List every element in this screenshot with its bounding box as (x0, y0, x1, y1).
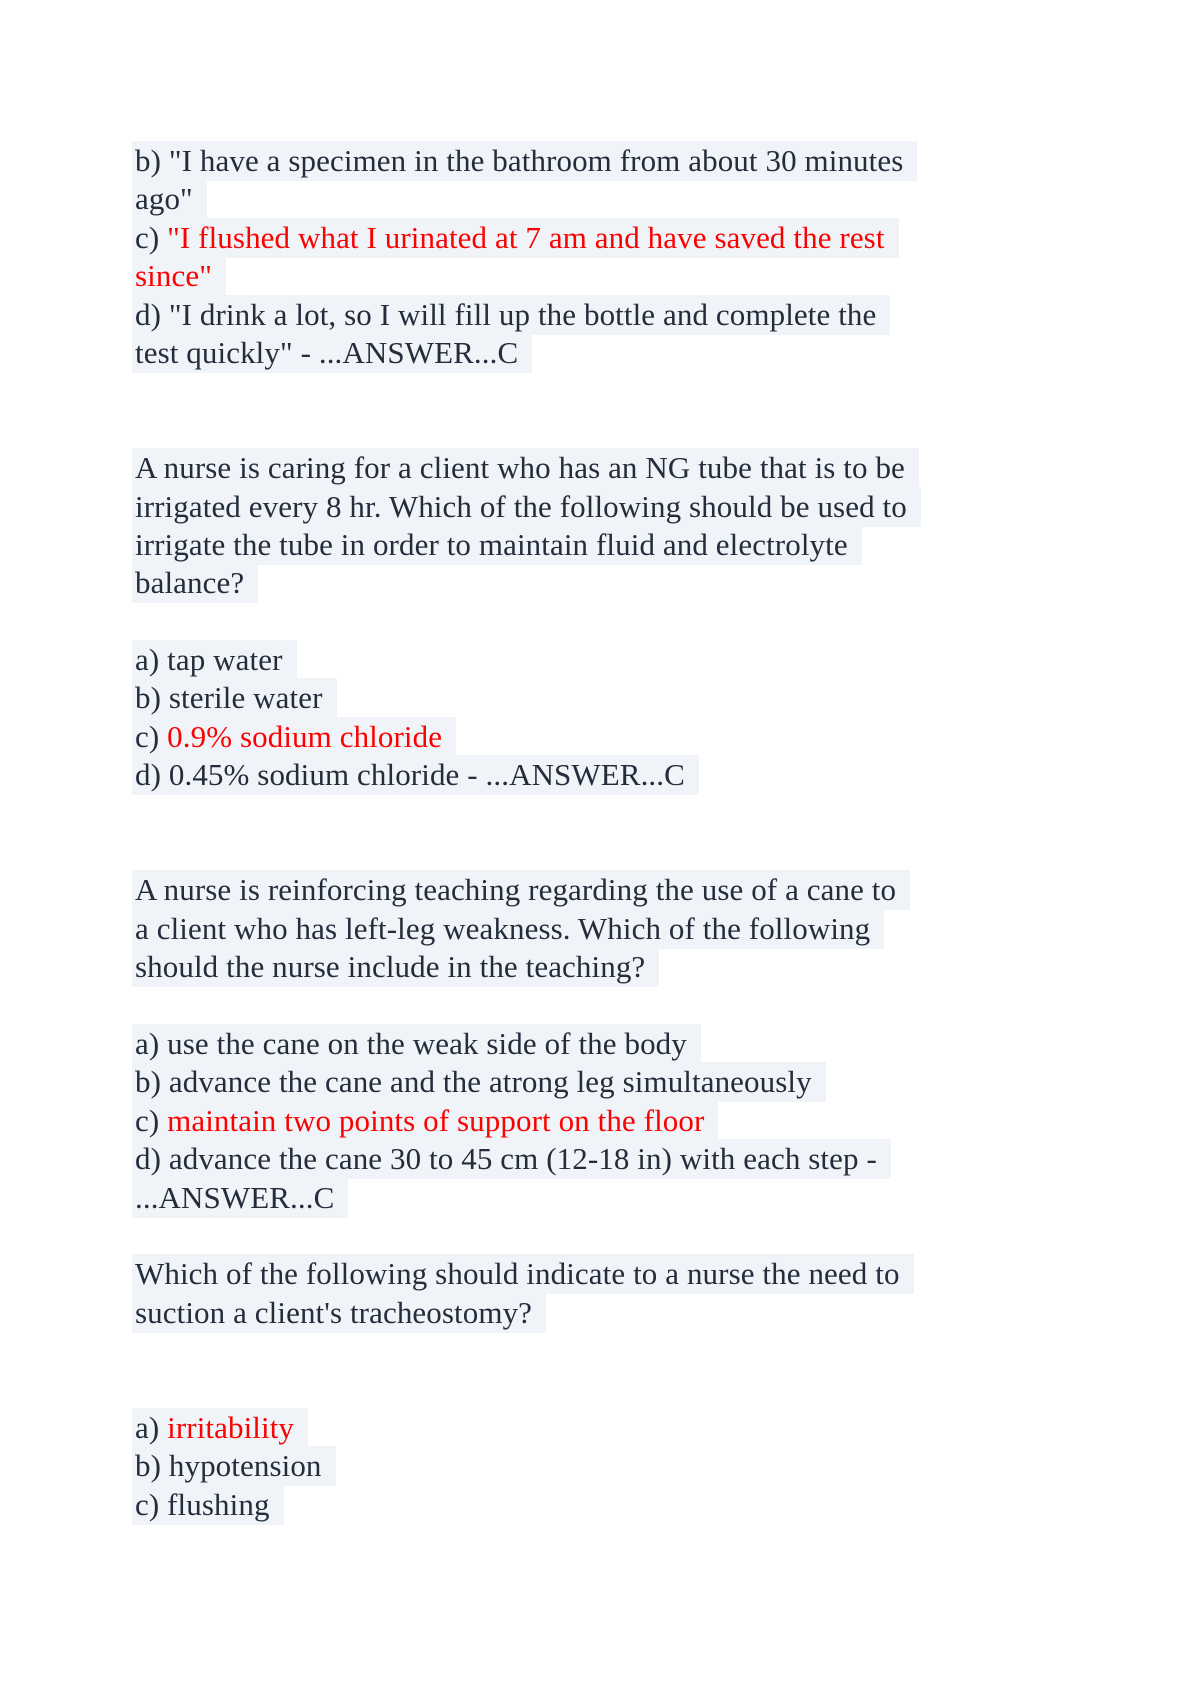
paragraph-gap (132, 1217, 1052, 1255)
answer-options-block (132, 1025, 1052, 1217)
text-line (132, 180, 1052, 218)
question-block (132, 871, 1052, 986)
answer-text: since" (135, 258, 212, 294)
text-line (132, 564, 1052, 602)
text-line (132, 488, 1052, 526)
text-segment: a client who has left-leg weakness. Which of the following (135, 910, 871, 946)
paragraph-gap (132, 603, 1052, 641)
text-line (132, 910, 1052, 948)
text-line (132, 1063, 1052, 1101)
text-segment: balance? (135, 565, 245, 601)
text-line (132, 1025, 1052, 1063)
text-line (132, 219, 1052, 257)
text-segment: a) tap water (135, 642, 283, 678)
text-segment: Which of the following should indicate to a nurse the need to (135, 1256, 900, 1292)
text-line (132, 334, 1052, 372)
text-segment: b) sterile water (135, 680, 323, 716)
answer-text: maintain two points of support on the floor (167, 1102, 705, 1138)
text-segment: suction a client's tracheostomy? (135, 1294, 533, 1330)
answer-options-block (132, 142, 1052, 372)
paragraph-gap (132, 372, 1052, 449)
paragraph-gap (132, 987, 1052, 1025)
option-letter: a) (135, 1409, 168, 1445)
text-line (132, 1140, 1052, 1178)
text-line (132, 948, 1052, 986)
question-block (132, 449, 1052, 603)
answer-text: irritability (167, 1409, 295, 1445)
text-segment: irrigated every 8 hr. Which of the following should be used to (135, 488, 907, 524)
text-segment: a) use the cane on the weak side of the body (135, 1026, 687, 1062)
text-line (132, 756, 1052, 794)
answer-options-block (132, 1409, 1052, 1524)
text-segment: irrigate the tube in order to maintain fluid and electrolyte (135, 526, 848, 562)
text-line (132, 641, 1052, 679)
answer-options-block (132, 641, 1052, 795)
paragraph-gap (132, 795, 1052, 872)
text-segment: b) advance the cane and the atrong leg simultaneously (135, 1064, 812, 1100)
text-line (132, 1179, 1052, 1217)
paragraph-gap (132, 1332, 1052, 1409)
option-letter: c) (135, 718, 168, 754)
text-segment: c) flushing (135, 1486, 270, 1522)
document-page (132, 142, 1052, 1524)
text-segment: b) hypotension (135, 1448, 322, 1484)
text-line (132, 449, 1052, 487)
text-segment: d) advance the cane 30 to 45 cm (12-18 in) with each step - (135, 1141, 877, 1177)
option-letter: c) (135, 1102, 168, 1138)
answer-text: "I flushed what I urinated at 7 am and have saved the rest (167, 219, 885, 255)
text-line (132, 1486, 1052, 1524)
text-segment: d) 0.45% sodium chloride - ...ANSWER...C (135, 757, 685, 793)
text-line (132, 1409, 1052, 1447)
text-line (132, 1447, 1052, 1485)
text-line (132, 526, 1052, 564)
text-segment: d) "I drink a lot, so I will fill up the bottle and complete the (135, 296, 877, 332)
text-line (132, 718, 1052, 756)
text-segment: A nurse is reinforcing teaching regarding the use of a cane to (135, 872, 897, 908)
text-segment: ago" (135, 181, 193, 217)
text-segment: should the nurse include in the teaching? (135, 949, 646, 985)
text-line (132, 257, 1052, 295)
text-segment: test quickly" - ...ANSWER...C (135, 334, 519, 370)
text-line (132, 1102, 1052, 1140)
text-segment: A nurse is caring for a client who has an NG tube that is to be (135, 450, 905, 486)
answer-text: 0.9% sodium chloride (167, 718, 443, 754)
text-line (132, 296, 1052, 334)
text-line (132, 1294, 1052, 1332)
text-segment: b) "I have a specimen in the bathroom from about 30 minutes (135, 143, 904, 178)
text-line (132, 679, 1052, 717)
option-letter: c) (135, 219, 168, 255)
question-block (132, 1255, 1052, 1332)
text-line (132, 1255, 1052, 1293)
text-line (132, 142, 1052, 180)
text-segment: ...ANSWER...C (135, 1179, 335, 1215)
text-line (132, 871, 1052, 909)
